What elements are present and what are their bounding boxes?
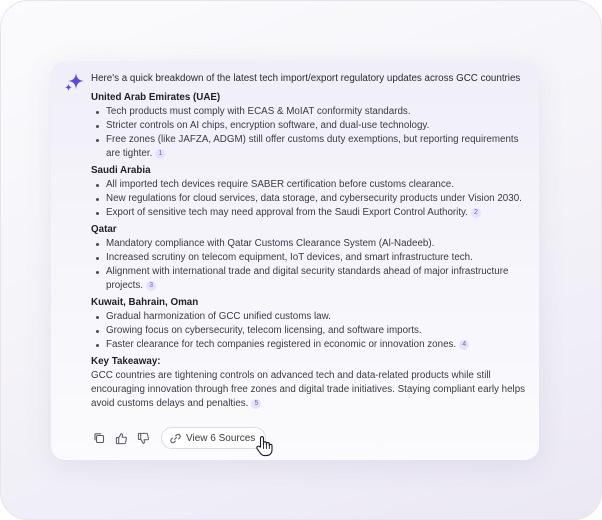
key-takeaway [91,355,533,411]
list-item: Export of sensitive tech may need approval from the Saudi Export Control Authority. 2 [91,206,533,220]
thumbs-up-icon [115,432,128,445]
list-item: New regulations for cloud services, data storage, and cybersecurity products under Vision 2030. [91,192,533,206]
list-item: Tech products must comply with ECAS & MoIAT conformity standards. [91,105,533,119]
bullet-list [91,105,533,161]
view-sources-button[interactable] [161,427,266,449]
section-title: Qatar [91,224,117,235]
section-title: Key Takeaway: [91,356,161,367]
citation-badge[interactable]: 1 [155,149,165,159]
list-item: Growing focus on cybersecurity, telecom licensing, and software imports. [91,324,533,338]
section-saudi-arabia [91,164,533,220]
copy-button[interactable] [91,430,107,446]
citation-badge[interactable]: 2 [471,208,481,218]
hand-pointer-cursor-icon [254,435,274,457]
thumbs-up-button[interactable] [113,430,129,446]
citation-badge[interactable]: 5 [251,399,261,409]
response-content [91,72,533,411]
list-item: Alignment with international trade and digital security standards ahead of major infrastructure projects. 3 [91,265,533,293]
thumbs-down-button[interactable] [135,430,151,446]
link-icon [170,433,181,444]
section-uae [91,91,533,161]
list-item: All imported tech devices require SABER certification before customs clearance. [91,178,533,192]
view-sources-label: View 6 Sources [186,432,256,444]
citation-badge[interactable]: 4 [459,340,469,350]
bullet-list [91,178,533,220]
list-item: Increased scrutiny on telecom equipment, IoT devices, and smart infrastructure tech. [91,251,533,265]
section-qatar [91,223,533,293]
list-item: Free zones (like JAFZA, ADGM) still offer customs duty exemptions, but reporting requirements are tighter. 1 [91,133,533,161]
thumbs-down-icon [137,432,150,445]
response-intro: Here's a quick breakdown of the latest tech import/export regulatory updates across GCC countries [91,73,521,84]
sparkle-icon [63,71,85,93]
response-actions [91,427,266,449]
citation-badge[interactable]: 3 [146,281,156,291]
section-title: United Arab Emirates (UAE) [91,92,221,103]
bullet-list [91,310,533,352]
ai-response-card [51,61,539,460]
bullet-list [91,237,533,293]
list-item: Mandatory compliance with Qatar Customs Clearance System (Al-Nadeeb). [91,237,533,251]
list-item: Stricter controls on AI chips, encryption software, and dual-use technology. [91,119,533,133]
section-title: Kuwait, Bahrain, Oman [91,297,199,308]
takeaway-text: GCC countries are tightening controls on advanced tech and data-related products while still encouraging innovation through free zones and digital trade initiatives. Staying compliant early helps avoid customs delays and penalties. 5 [91,370,526,409]
list-item: Gradual harmonization of GCC unified customs law. [91,310,533,324]
list-item: Faster clearance for tech companies registered in economic or innovation zones. 4 [91,338,533,352]
section-kuwait-bahrain-oman [91,296,533,352]
copy-icon [93,432,105,444]
section-title: Saudi Arabia [91,165,151,176]
